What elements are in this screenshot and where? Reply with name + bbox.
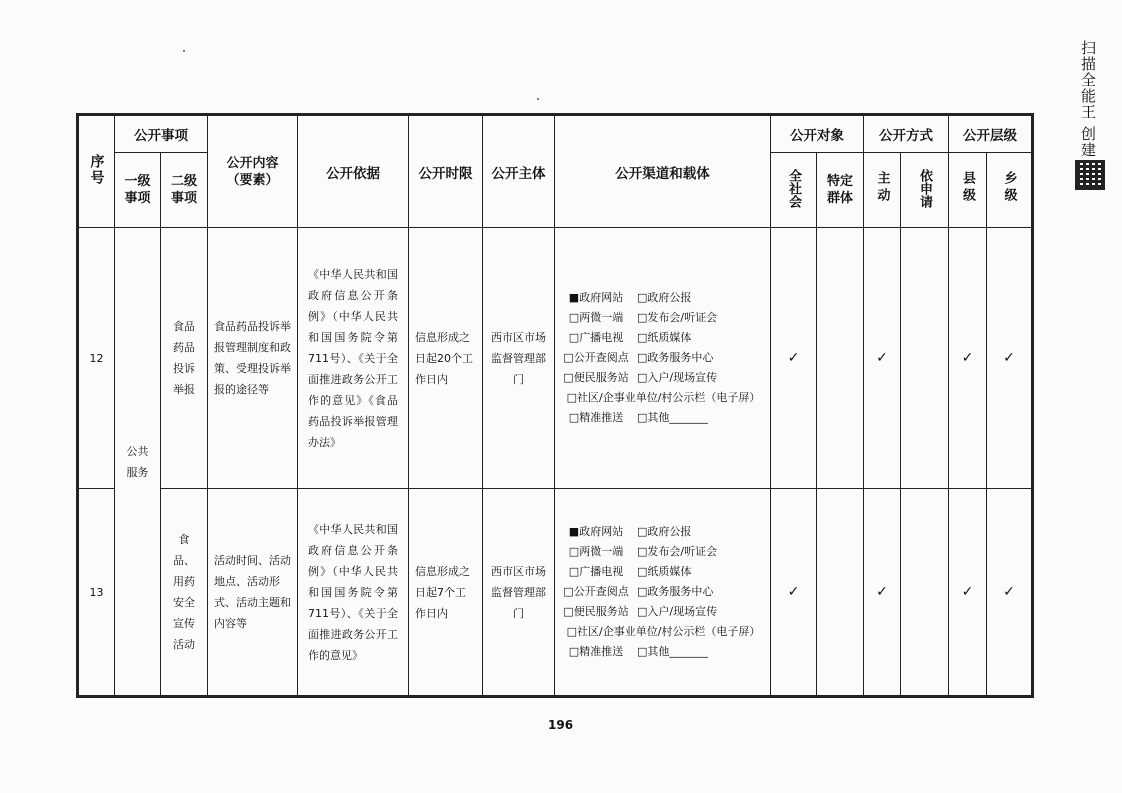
header-method: 公开方式 [864,116,949,153]
channel-item: □精准推送 [568,411,624,424]
header-method-apply: 依申请 [901,153,949,228]
header-level: 公开层级 [949,116,1032,153]
header-basis: 公开依据 [298,116,409,228]
row-content: 活动时间、活动地点、活动形式、活动主题和内容等 [208,489,298,696]
channel-item: □发布会/听证会 [637,545,718,558]
row-level1: 公共服务 [115,228,161,696]
row-subject: 西市区市场监督管理部门 [483,228,555,489]
check-method-apply [901,228,949,489]
row-time-limit: 信息形成之日起20个工作日内 [409,228,483,489]
channel-item: □两微一端 [568,545,624,558]
check-level-town: ✓ [987,489,1032,696]
check-level-county: ✓ [949,228,987,489]
header-target: 公开对象 [771,116,864,153]
row-basis: 《中华人民共和国政府信息公开条例》（中华人民共和国国务院令第711号）、《关于全面推进政务公开工作的意见》 [298,489,409,696]
table-row [79,489,1032,696]
channel-item: □纸质媒体 [637,565,692,578]
row-level2: 食品药品投诉举报 [161,228,208,489]
channel-item: □社区/企事业单位/村公示栏（电子屏） [566,391,761,404]
channel-item: □精准推送 [568,645,624,658]
page-number: 196 [548,718,574,732]
header-target-specific: 特定群体 [817,153,864,228]
qr-code-icon [1075,160,1105,190]
channel-item: □便民服务站 [563,371,629,384]
header-time-limit: 公开时限 [409,116,483,228]
check-method-apply [901,489,949,696]
row-basis: 《中华人民共和国政府信息公开条例》（中华人民共和国国务院令第711号）、《关于全面推进政务公开工作的意见》《食品药品投诉举报管理办法》 [298,228,409,489]
watermark-text: 扫描全能王 创建 [1079,40,1097,158]
header-channel: 公开渠道和载体 [555,116,771,228]
channel-item: □公开查阅点 [563,351,629,364]
header-subject: 公开主体 [483,116,555,228]
row-level2: 食品、用药安全宣传活动 [161,489,208,696]
header-level2: 二级事项 [161,153,208,228]
scan-speck [537,98,539,100]
row-subject: 西市区市场监督管理部门 [483,489,555,696]
header-target-all: 全社会 [771,153,817,228]
channel-item: □其他_______ [637,645,708,658]
channel-item: □入户/现场宣传 [637,371,718,384]
channel-item: □两微一端 [568,311,624,324]
channel-item: ■政府网站 [568,291,624,304]
check-level-town: ✓ [987,228,1032,489]
check-method-active: ✓ [864,228,901,489]
channel-item: □政务服务中心 [637,585,714,598]
channel-item: □广播电视 [568,565,624,578]
channel-item: □政府公报 [637,291,692,304]
row-seq: 13 [79,489,115,696]
channel-item: □公开查阅点 [563,585,629,598]
header-level-county: 县级 [949,153,987,228]
check-target-specific [817,228,864,489]
header-level-town: 乡级 [987,153,1032,228]
channel-item: □广播电视 [568,331,624,344]
header-level1: 一级事项 [115,153,161,228]
check-method-active: ✓ [864,489,901,696]
header-matters: 公开事项 [115,116,208,153]
channel-item: □政务服务中心 [637,351,714,364]
channel-item: ■政府网站 [568,525,624,538]
header-content: 公开内容（要素） [208,116,298,228]
header-method-active: 主动 [864,153,901,228]
row-seq: 12 [79,228,115,489]
check-target-all: ✓ [771,228,817,489]
check-target-all: ✓ [771,489,817,696]
channel-item: □社区/企事业单位/村公示栏（电子屏） [566,625,761,638]
header-seq: 序号 [79,116,115,228]
disclosure-table [78,115,1032,696]
channel-item: □入户/现场宣传 [637,605,718,618]
channel-item: □纸质媒体 [637,331,692,344]
channel-item: □其他_______ [637,411,708,424]
channel-item: □发布会/听证会 [637,311,718,324]
row-content: 食品药品投诉举报管理制度和政策、受理投诉举报的途径等 [208,228,298,489]
table-row [79,228,1032,489]
row-time-limit: 信息形成之日起7个工作日内 [409,489,483,696]
check-target-specific [817,489,864,696]
row-channels [555,228,771,489]
check-level-county: ✓ [949,489,987,696]
row-channels [555,489,771,696]
scan-speck [183,50,185,52]
channel-item: □政府公报 [637,525,692,538]
channel-item: □便民服务站 [563,605,629,618]
